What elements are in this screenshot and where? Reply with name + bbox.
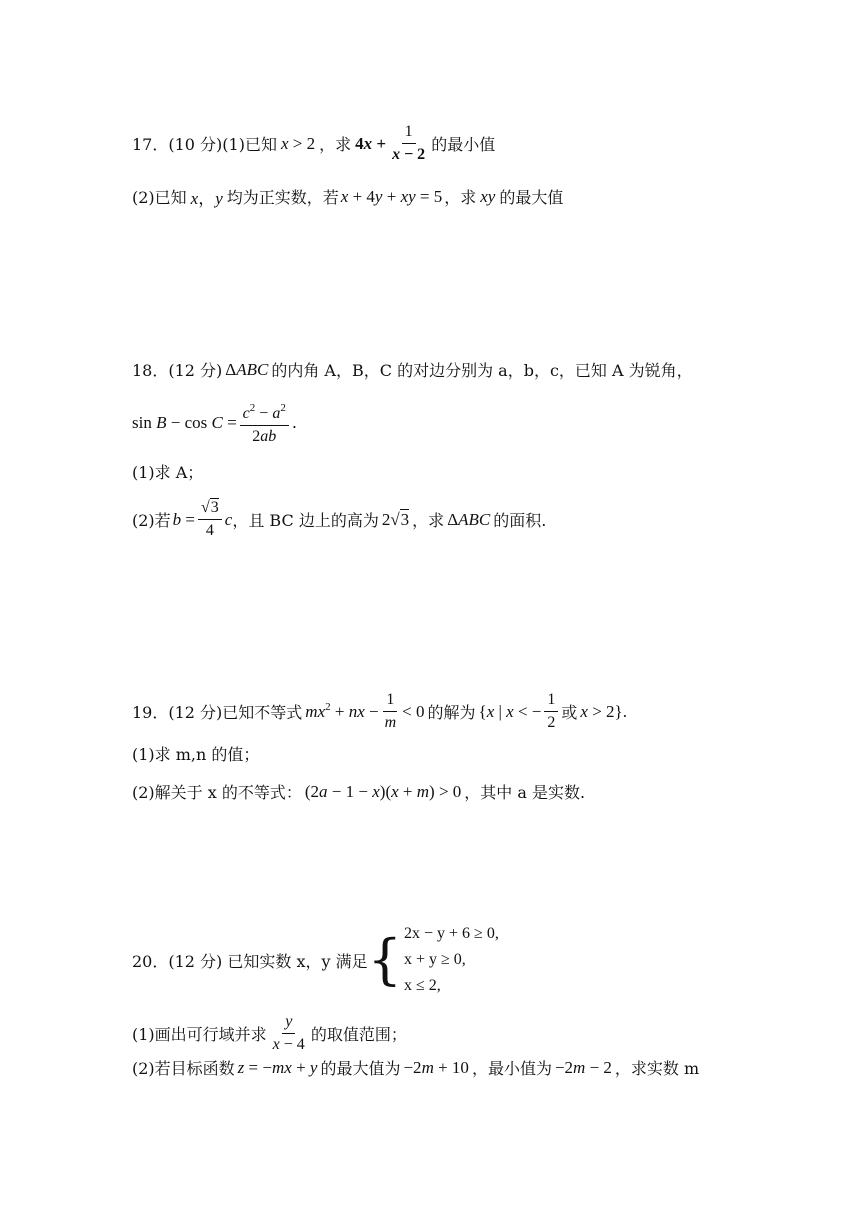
q20-p2-d: ，求实数 m [614,1059,700,1078]
q19-p2-a: (2)解关于 x 的不等式： [132,783,302,802]
q18-equation: sin B − cos C = [132,412,237,432]
q18-p2-b: ，且 BC 边上的高为 [232,511,379,530]
q17-line2: (2)已知 x，y 均为正实数，若 x + 4y + xy = 5 ，求 xy 的最大值 [132,186,564,208]
q18-line4: (2)若 b = $\frac{√3}{4}$ c ，且 BC 边上的高为 2√3 ，求 ΔABC 的面积. [132,499,547,539]
q19-line2 [132,742,259,765]
q17-p2-b: 均为正实数，若 [226,188,339,207]
q18-p2-d: 的面积. [493,511,547,530]
q19-mid: 的解为 [427,703,476,722]
q18-line1: 18．(12 分) ΔABC 的内角 A，B，C 的对边分别为 a，b，c，已知 A 为锐角， [132,359,693,380]
q18-line2: sin B − cos C = $\frac{c^2 - a^2}{2ab}$ . [132,398,297,447]
q17-condition: x > 2 [280,133,316,153]
q19-line1: 19．(12 分)已知不等式 $mx^2$ + nx − $\frac{1}{m}$ < 0 的解为 {x | x < − $\frac{1}{2}$ 或 x > 2}. [132,691,627,731]
q18-p2-c: ，求 [412,511,445,530]
q17-fraction: $\frac{1}{x - 2}$ [392,123,426,163]
q18-p1: (1)求 A； [132,463,204,482]
q20-p2-b: 的最大值为 [320,1059,401,1078]
q18-p2-a: (2)若 [132,511,171,530]
q20-constraints: 2x − y + 6 ≥ 0, x + y ≥ 0, x ≤ 2, [403,925,499,994]
q18-text1: 的内角 A，B，C 的对边分别为 a，b，c，已知 A 为锐角， [271,361,693,380]
q20-line2: (1)画出可行域并求 $\frac{y}{x - 4}$ 的取值范围； [132,1013,407,1053]
q19-head: 19．(12 分)已知不等式 [132,703,303,722]
q20-line3: (2)若目标函数 z = −mx + y 的最大值为 −2m + 10 ，最小值为 −2m − 2 ，求实数 m [132,1057,700,1078]
q20-p1-a: (1)画出可行域并求 [132,1025,267,1044]
q20-head: 20．(12 分) 已知实数 x，y 满足 [132,951,368,971]
q17-head: 17．(10 分)(1)已知 [132,135,277,154]
q18-head: 18．(12 分) [132,361,223,380]
q17-line1 [132,122,495,165]
q20-line1: 20．(12 分) 已知实数 x，y 满足 { 2x − y + 6 ≥ 0, x + y ≥ 0, x ≤ 2, [132,921,499,999]
q20-p2-a: (2)若目标函数 [132,1059,235,1078]
q17-tail: 的最小值 [431,135,496,154]
q17-p2-a: (2)已知 [132,188,187,207]
q19-or: 或 [561,703,578,722]
q20-p2-c: ，最小值为 [471,1059,552,1078]
q20-p1-b: 的取值范围； [310,1025,407,1044]
q17-equation: x + 4y + xy = 5 [340,186,443,206]
q17-ask: ，求 [319,135,352,154]
q19-p1: (1)求 m,n 的值； [132,745,260,764]
q18-line3 [132,460,203,483]
q19-line3: (2)解关于 x 的不等式： (2a − 1 − x)(x + m) > 0 ，其中 a 是实数. [132,781,586,802]
q17-p2-c: ，求 [444,188,477,207]
q17-p2-d: 的最大值 [499,188,564,207]
q19-p2-b: ，其中 a 是实数. [464,783,586,802]
q17-expression: 4x + [355,133,387,153]
